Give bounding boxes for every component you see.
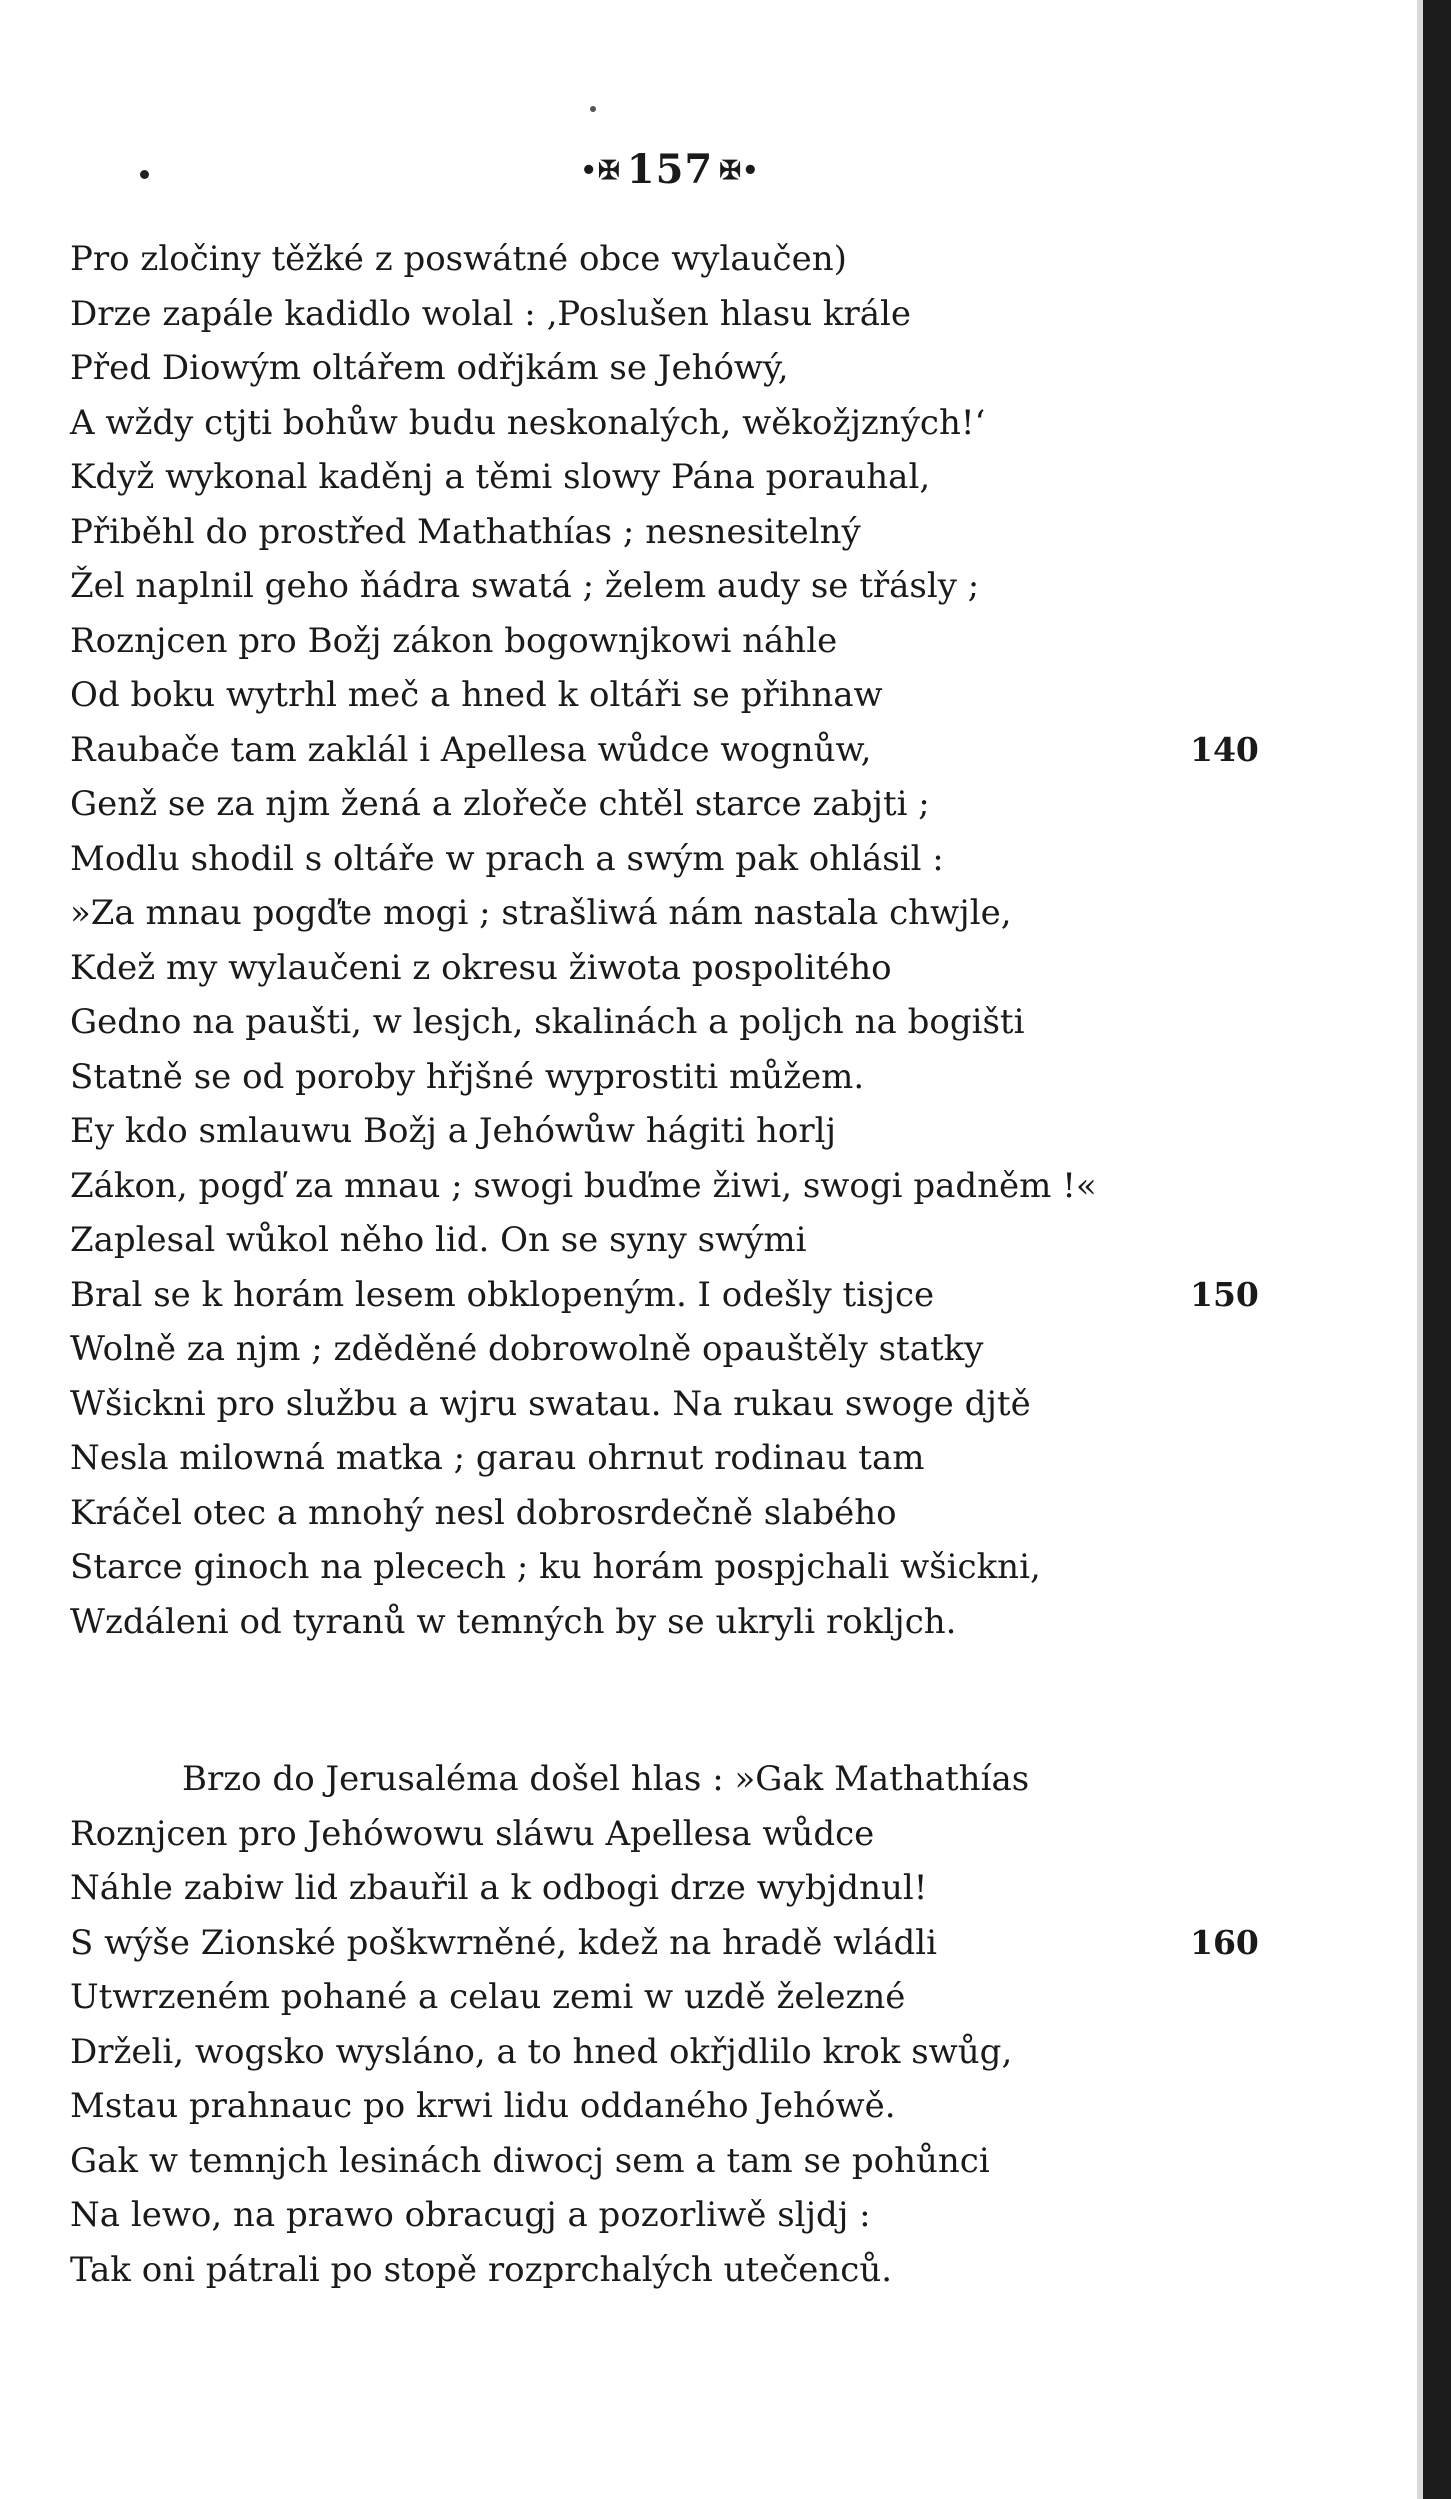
page-number: 157 (626, 146, 714, 193)
poem-line-text: Bral se k horám lesem obklopeným. I odešly tisjce (70, 1274, 935, 1315)
poem-line (70, 995, 1280, 1050)
poem-line-text: Raubače tam zaklál i Apellesa wůdce wognůw, (70, 729, 872, 770)
poem-line (70, 1050, 1280, 1105)
page-number-line (540, 142, 800, 199)
poem-line (70, 1322, 1280, 1377)
line-number: 140 (1190, 729, 1259, 769)
poem-line-text: Roznjcen pro Božj zákon bogownjkowi náhle (70, 620, 838, 661)
scan-border (1423, 0, 1451, 2499)
poem-line-text: Od boku wytrhl meč a hned k oltáři se přihnaw (70, 675, 883, 715)
poem-line (70, 2079, 1280, 2134)
poem-line (70, 668, 1280, 723)
bullet-mark (140, 170, 149, 179)
poem-line-text: Roznjcen pro Jehówowu sláwu Apellesa wůdce (70, 1813, 875, 1854)
poem-line (70, 2188, 1280, 2243)
poem-line (70, 559, 1280, 614)
poem-line (70, 723, 1280, 778)
poem-line (70, 832, 1280, 887)
poem-line (70, 2243, 1280, 2298)
poem-line-text: Kráčel otec a mnohý nesl dobrosrdečně slabého (70, 1492, 897, 1533)
poem-line (70, 396, 1280, 451)
poem-line (70, 1861, 1280, 1916)
poem-line (70, 1970, 1280, 2025)
ink-speck (590, 106, 596, 112)
poem-line (70, 941, 1280, 996)
poem-line-text: Drze zapále kadidlo wolal : ‚Poslušen hlasu krále (70, 293, 912, 334)
poem-line (70, 287, 1280, 342)
stanza-1 (70, 232, 1280, 1649)
poem-line-text: Přiběhl do prostřed Mathathías ; nesnesitelný (70, 511, 861, 552)
poem-line-text: Pro zločiny těžké z poswátné obce wylaučen) (70, 239, 847, 279)
poem-line (70, 450, 1280, 505)
line-number: 150 (1190, 1274, 1259, 1314)
poem-line-text: Žel naplnil geho ňádra swatá ; želem audy se třásly ; (70, 566, 980, 606)
poem-line (70, 1916, 1280, 1971)
poem-line-text: Statně se od poroby hřjšné wyprostiti můžem. (70, 1056, 865, 1097)
ornament-left: •✠ (580, 156, 621, 186)
poem-line-text: Na lewo, na prawo obracugj a pozorliwě sljdj : (70, 2195, 871, 2235)
poem-line (70, 1104, 1280, 1159)
ornament-right: ✠• (719, 156, 760, 186)
poem-line-text: Utwrzeném pohané a celau zemi w uzdě železné (70, 1977, 906, 2017)
poem-line (70, 1159, 1280, 1214)
poem-line (70, 1486, 1280, 1541)
poem-line (70, 614, 1280, 669)
poem-line (70, 505, 1280, 560)
poem-line-text: Modlu shodil s oltáře w prach a swým pak ohlásil : (70, 838, 944, 879)
poem-line-text: »Za mnau pogďte mogi ; strašliwá nám nastala chwjle, (70, 893, 1012, 933)
poem-line-text: Když wykonal kaděnj a těmi slowy Pána porauhal, (70, 457, 931, 497)
stanza-2 (70, 1752, 1280, 2297)
poem-line-text: Zaplesal wůkol něho lid. On se syny swými (70, 1220, 807, 1260)
poem-line-text: Mstau prahnauc po krwi lidu oddaného Jehówě. (70, 2086, 896, 2126)
poem-line-text: Starce ginoch na plecech ; ku horám pospjchali wšickni, (70, 1547, 1041, 1587)
poem-line-text: Kdež my wylaučeni z okresu žiwota pospolitého (70, 947, 892, 988)
poem-line (70, 1595, 1280, 1650)
poem-line-text: Ey kdo smlauwu Božj a Jehówůw hágiti horlj (70, 1111, 837, 1151)
poem-line (70, 1752, 1280, 1807)
poem-line-text: Nesla milowná matka ; garau ohrnut rodinau tam (70, 1438, 925, 1478)
poem-line-text: A wždy ctjti bohůw budu neskonalých, wěkožjzných!‘ (70, 402, 986, 443)
poem-line (70, 1213, 1280, 1268)
poem-line-text: Brzo do Jerusaléma došel hlas : »Gak Mathathías (182, 1759, 1030, 1799)
poem-line-text: Wolně za njm ; zděděné dobrowolně opauštěly statky (70, 1329, 984, 1369)
poem-line-text: Wšickni pro službu a wjru swatau. Na rukau swoge djtě (70, 1383, 1031, 1424)
poem-line-text: Gedno na paušti, w lesjch, skalinách a poljch na bogišti (70, 1002, 1025, 1042)
poem-line-text: Tak oni pátrali po stopě rozprchalých utečenců. (70, 2249, 893, 2290)
poem-line-text: Wzdáleni od tyranů w temných by se ukryli rokljch. (70, 1601, 957, 1642)
poem-line-text: Před Diowým oltářem odřjkám se Jehówý, (70, 348, 789, 388)
poem-line-text: Náhle zabiw lid zbauřil a k odbogi drze wybjdnul! (70, 1868, 928, 1908)
poem-line (70, 341, 1280, 396)
poem-line (70, 232, 1280, 287)
poem-line (70, 1268, 1280, 1323)
poem-line (70, 1377, 1280, 1432)
poem-line-text: Genž se za njm žená a zlořeče chtěl starce zabjti ; (70, 784, 930, 824)
line-number: 160 (1190, 1922, 1259, 1962)
poem-line-text: S wýše Zionské poškwrněné, kdež na hradě wládli (70, 1922, 937, 1963)
poem-line (70, 777, 1280, 832)
poem-line (70, 1540, 1280, 1595)
poem-line (70, 1807, 1280, 1862)
poem-line (70, 2134, 1280, 2189)
poem-line (70, 1431, 1280, 1486)
poem-line (70, 2025, 1280, 2080)
poem-line-text: Gak w temnjch lesinách diwocj sem a tam se pohůnci (70, 2140, 990, 2181)
poem-line (70, 886, 1280, 941)
page-header (0, 142, 1400, 202)
poem-line-text: Zákon, pogď za mnau ; swogi buďme žiwi, swogi padněm !« (70, 1165, 1097, 1206)
poem-line-text: Drželi, wogsko wysláno, a to hned okřjdlilo krok swůg, (70, 2031, 1013, 2072)
